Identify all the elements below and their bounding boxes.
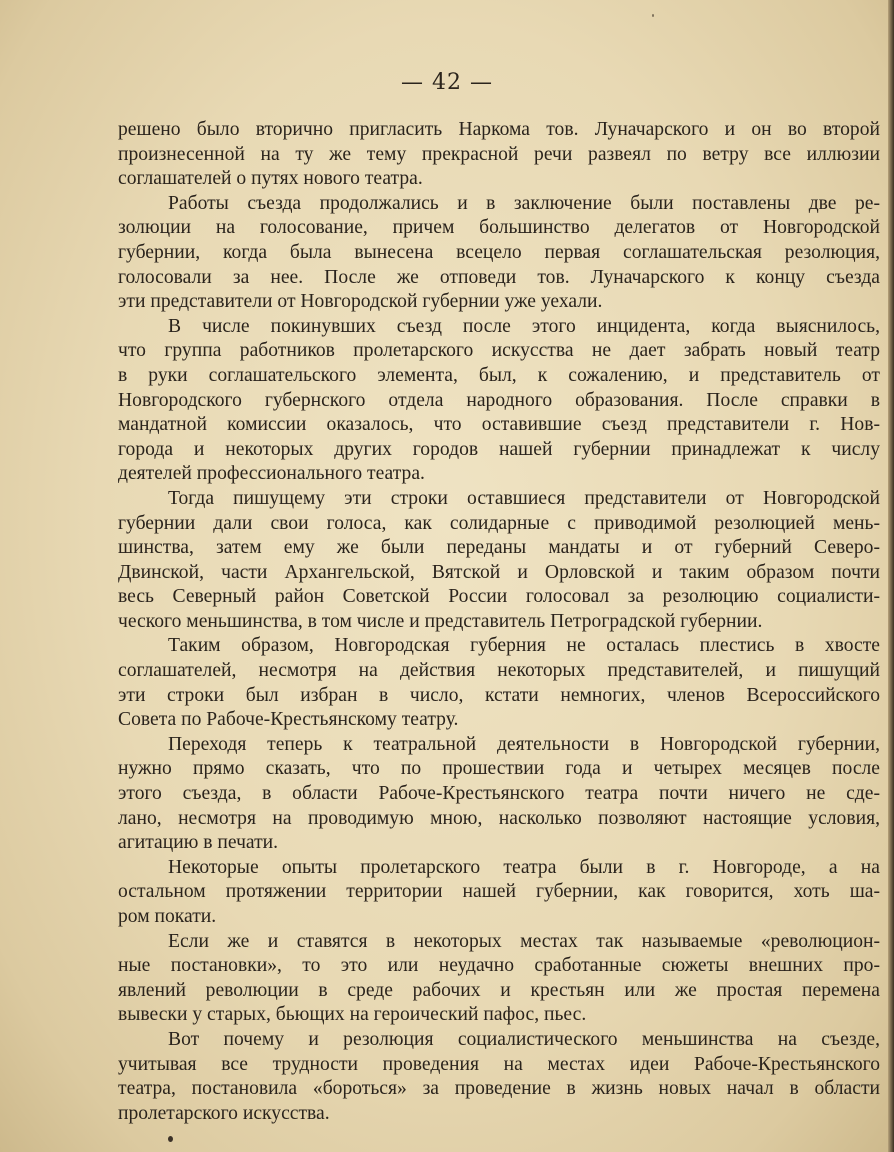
- text-line: весь Северный район Советской России голосовал за резолюцию социалисти-: [118, 586, 880, 608]
- text-line: театра, постановила «бороться» за проведение в жизнь новых начал в области: [118, 1078, 880, 1100]
- paragraph: [118, 930, 880, 1028]
- paragraph: [118, 733, 880, 856]
- text-line: Новгородского губернского отдела народного образования. После справки в: [118, 389, 880, 411]
- paragraph: [118, 192, 880, 315]
- text-line: произнесенной на ту же тему прекрасной речи развеял по ветру все иллюзии: [118, 143, 880, 165]
- body-text: [118, 118, 880, 1126]
- text-line: агитацию в печати.: [118, 832, 279, 854]
- text-line: золюции на голосование, причем большинство делегатов от Новгородской: [118, 217, 880, 239]
- text-line: Совета по Рабоче-Крестьянскому театру.: [118, 709, 459, 731]
- text-line: Вот почему и резолюция социалистического меньшинства на съезде,: [168, 1028, 880, 1050]
- text-line: ческого меньшинства, в том числе и представитель Петроградской губернии.: [118, 610, 763, 632]
- text-line: соглашателей о путях нового театра.: [118, 168, 423, 190]
- paragraph: [118, 118, 880, 192]
- text-line: пролетарского искусства.: [118, 1102, 330, 1124]
- ink-speck: [652, 14, 654, 17]
- text-line: Таким образом, Новгородская губерния не осталась плестись в хвосте: [168, 635, 880, 657]
- text-line: губернии, когда была вынесена всецело первая соглашательская резолюция,: [118, 241, 880, 263]
- text-line: Некоторые опыты пролетарского театра были в г. Новгороде, а на: [168, 856, 880, 878]
- text-line: вывески у старых, бьющих на героический пафос, пьес.: [118, 1004, 587, 1026]
- paragraph: [118, 487, 880, 635]
- text-line: ром покати.: [118, 906, 217, 927]
- text-line: Тогда пишущему эти строки оставшиеся представители от Новгородской: [168, 487, 880, 509]
- ink-speck: [168, 1136, 173, 1142]
- text-line: Если же и ставятся в некоторых местах так называемые «революцион-: [168, 930, 880, 952]
- text-line: В числе покинувших съезд после этого инцидента, когда выяснилось,: [168, 315, 880, 337]
- text-line: мандатной комиссии оказалось, что оставившие съезд представители г. Нов-: [118, 414, 880, 436]
- text-line: эти строки был избран в число, кстати немногих, членов Всероссийского: [118, 684, 880, 706]
- text-line: соглашателей, несмотря на действия некоторых представителей, и пишущий: [118, 660, 880, 682]
- text-line: нужно прямо сказать, что по прошествии года и четырех месяцев после: [118, 758, 880, 780]
- text-line: лано, несмотря на проводимую мною, насколько позволяют настоящие условия,: [118, 807, 880, 829]
- text-line: города и некоторых других городов нашей губернии принадлежат к числу: [118, 438, 880, 460]
- text-line: остальном протяжении территории нашей губернии, как говорится, хоть ша-: [118, 881, 880, 903]
- text-line: Работы съезда продолжались и в заключение были поставлены две ре-: [168, 192, 880, 214]
- paragraph: [118, 1028, 880, 1126]
- text-line: шинства, затем ему же были переданы мандаты и от губерний Северо-: [118, 537, 880, 559]
- text-line: эти представители от Новгородской губернии уже уехали.: [118, 291, 603, 313]
- text-line: учитывая все трудности проведения на местах идеи Рабоче-Крестьянского: [118, 1053, 880, 1075]
- text-line: явлений революции в среде рабочих и крестьян или же простая перемена: [118, 979, 880, 1001]
- text-line: губернии дали свои голоса, как солидарные с приводимой резолюцией мень-: [118, 512, 880, 534]
- paragraph: [118, 634, 880, 732]
- text-line: Двинской, части Архангельской, Вятской и Орловской и таким образом почти: [118, 561, 880, 583]
- text-line: голосовали за нее. После же отповеди тов. Луначарского к концу съезда: [118, 266, 880, 288]
- text-line: Переходя теперь к театральной деятельности в Новгородской губернии,: [168, 733, 880, 755]
- paragraph: [118, 856, 880, 930]
- paragraph: [118, 315, 880, 487]
- text-line: деятелей профессионального театра.: [118, 463, 425, 485]
- text-line: ные постановки», то это или неудачно сработанные сюжеты внешних про-: [118, 955, 880, 977]
- page-edge-shadow: [888, 0, 894, 1152]
- text-line: решено было вторично пригласить Наркома тов. Луначарского и он во второй: [118, 119, 880, 140]
- page-number: — 42 —: [401, 70, 493, 95]
- text-line: этого съезда, в области Рабоче-Крестьянского театра почти ничего не сде-: [118, 783, 880, 805]
- text-line: что группа работников пролетарского искусства не дает забрать новый театр: [118, 340, 880, 362]
- text-line: в руки соглашательского элемента, был, к сожалению, и представитель от: [118, 364, 880, 386]
